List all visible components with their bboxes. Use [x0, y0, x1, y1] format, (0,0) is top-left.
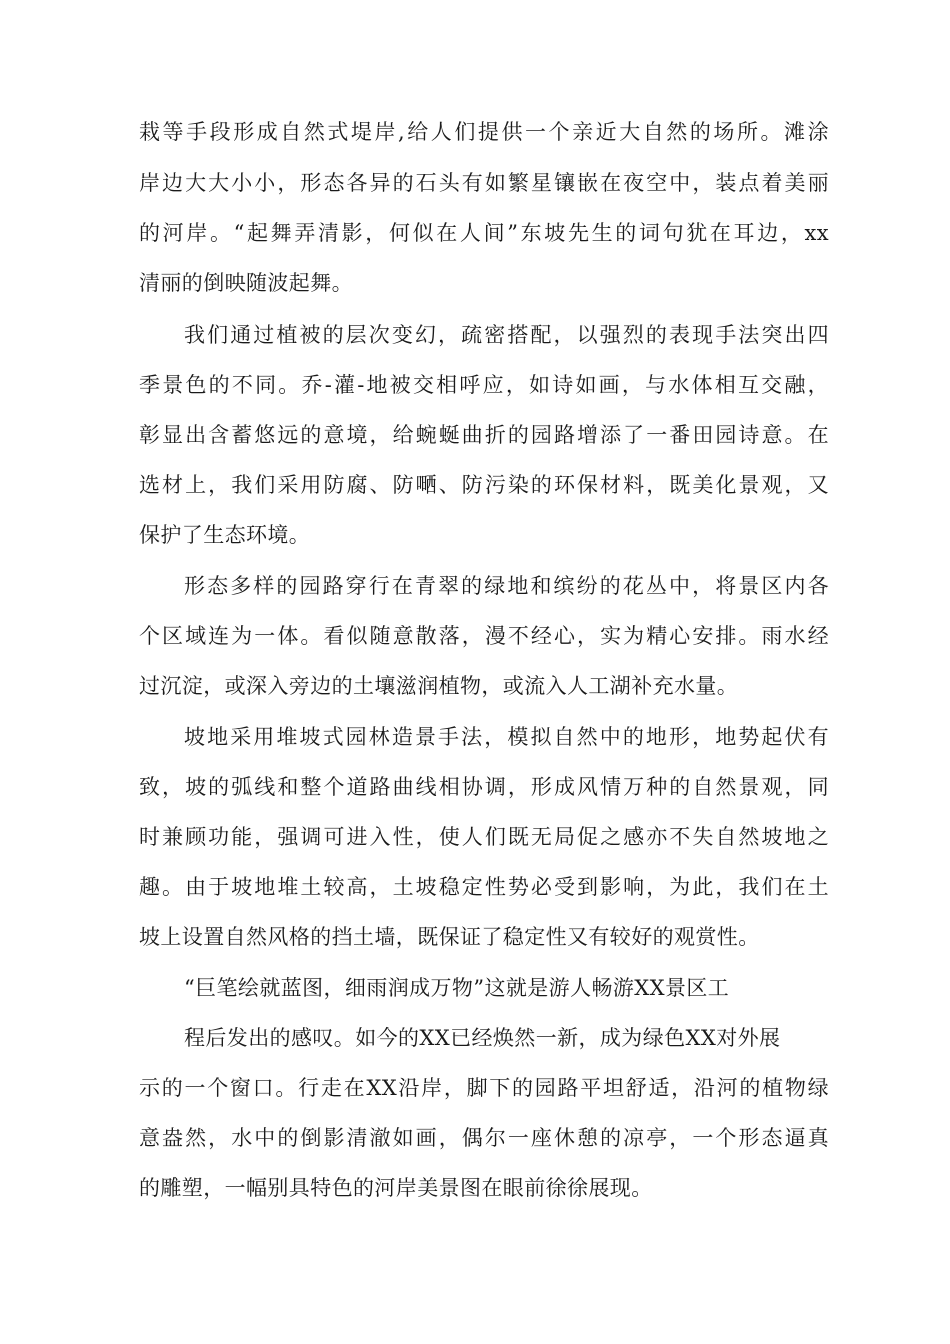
text-line: 过沉淀，或深入旁边的土壤滋润植物，或流入人工湖补充水量。: [139, 674, 739, 698]
text-line: 示的一个窗口。行走在XX沿岸，脚下的园路平坦舒适，沿河的植物绿: [139, 1076, 829, 1100]
text-line: 选材上，我们采用防腐、防嗮、防污染的环保材料，既美化景观，又: [139, 473, 829, 497]
text-line: 保护了生态环境。: [139, 523, 311, 547]
text-line: 清丽的倒映随波起舞。: [139, 271, 353, 295]
text-line: 坡上设置自然风格的挡土墙，既保证了稳定性又有较好的观赏性。: [139, 925, 760, 949]
text-line: 致，坡的弧线和整个道路曲线相协调，形成风情万种的自然景观，同: [139, 775, 829, 799]
text-line: 我们通过植被的层次变幻，疏密搭配，以强烈的表现手法突出四: [184, 323, 829, 347]
text-line: 时兼顾功能，强调可进入性，使人们既无局促之感亦不失自然坡地之: [139, 825, 829, 849]
text-line: “巨笔绘就蓝图，细雨润成万物”这就是游人畅游XX景区工: [184, 976, 730, 1000]
text-line: 岸边大大小小，形态各异的石头有如繁星镶嵌在夜空中，装点着美丽: [139, 171, 829, 195]
text-line: 彰显出含蓄悠远的意境，给蜿蜒曲折的园路增添了一番田园诗意。在: [139, 423, 829, 447]
text-line: 坡地采用堆坡式园林造景手法，模拟自然中的地形，地势起伏有: [184, 725, 829, 749]
text-line: 的雕塑，一幅别具特色的河岸美景图在眼前徐徐展现。: [139, 1176, 653, 1200]
text-line: 栽等手段形成自然式堤岸,给人们提供一个亲近大自然的场所。滩涂: [139, 120, 829, 144]
text-line: 季景色的不同。乔-灌-地被交相呼应，如诗如画，与水体相互交融，: [139, 373, 829, 397]
text-line: 的河岸。“起舞弄清影，何似在人间”东坡先生的词句犹在耳边，xx: [139, 221, 829, 245]
text-line: 程后发出的感叹。如今的XX已经焕然一新，成为绿色XX对外展: [184, 1026, 781, 1050]
text-line: 个区域连为一体。看似随意散落，漫不经心，实为精心安排。雨水经: [139, 624, 829, 648]
text-line: 意盎然，水中的倒影清澈如画，偶尔一座休憩的凉亭，一个形态逼真: [139, 1126, 829, 1150]
text-line: 形态多样的园路穿行在青翠的绿地和缤纷的花丛中，将景区内各: [184, 574, 829, 598]
text-line: 趣。由于坡地堆土较高，土坡稳定性势必受到影响，为此，我们在土: [139, 875, 829, 899]
